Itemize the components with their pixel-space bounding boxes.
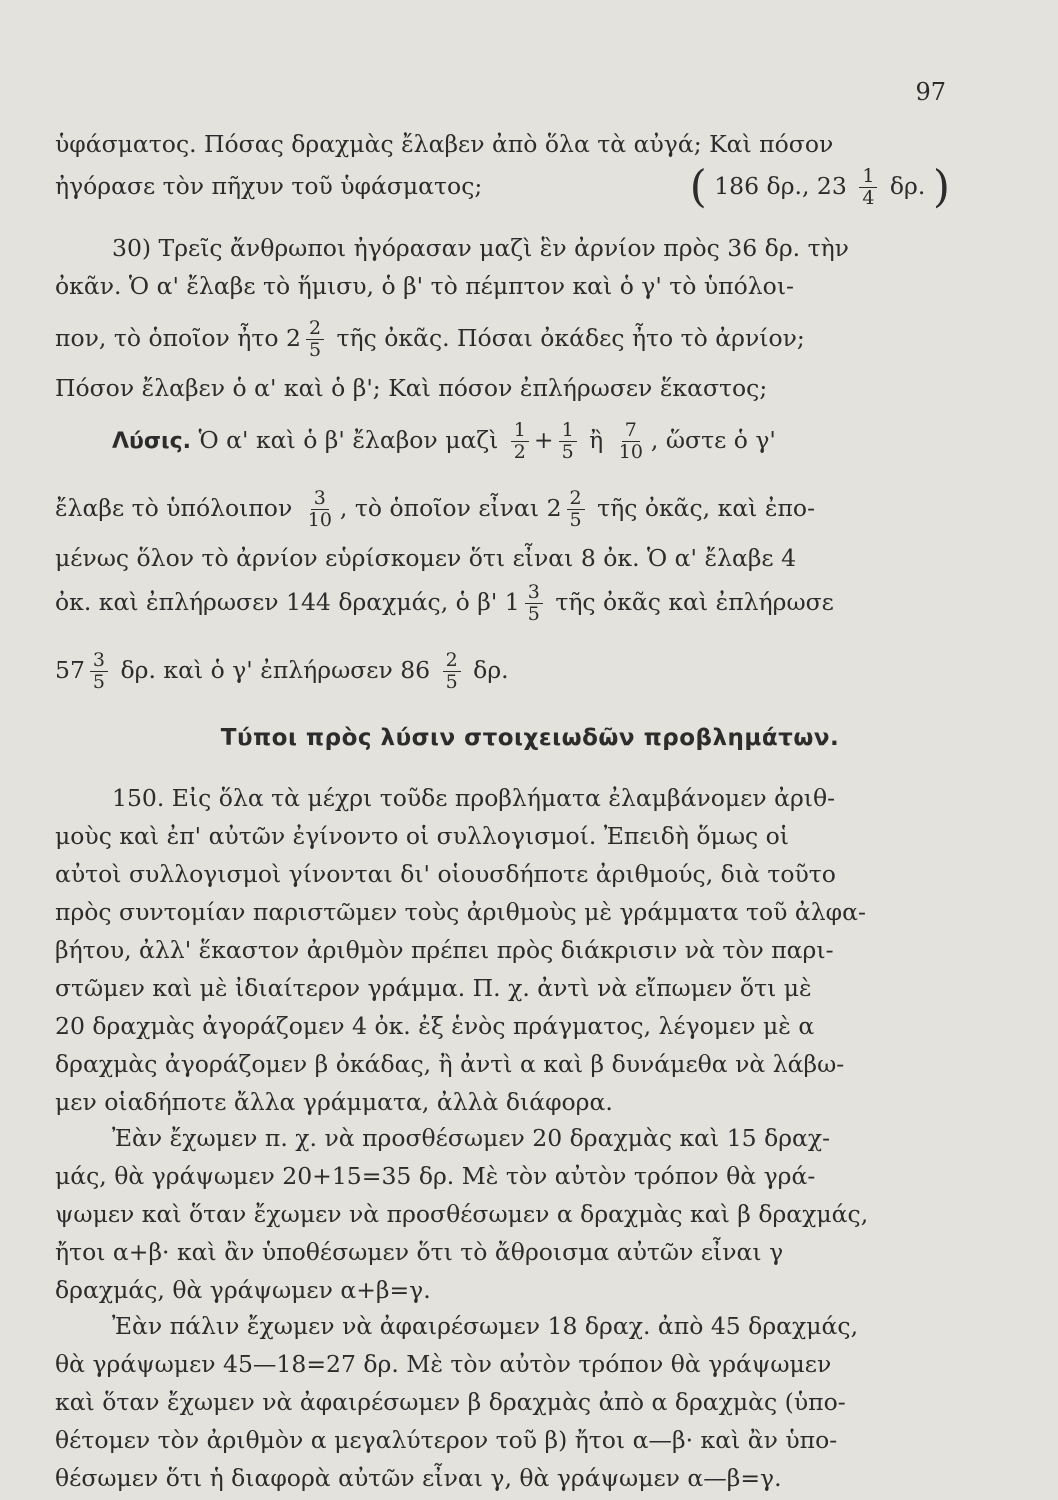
text-line (55, 650, 950, 693)
section-heading: Τύποι πρὸς λύσιν στοιχειωδῶν προβλημάτων. (220, 725, 840, 751)
line-text: Πόσον ἔλαβεν ὁ α' καὶ ὁ β'; Καὶ πόσον ἐπλήρωσεν ἕκαστος; (55, 374, 768, 402)
text-line: καὶ ὅταν ἔχωμεν νὰ ἀφαιρέσωμεν β δραχμὰς ἀπὸ α δραχμὰς (ὑπο- (55, 1388, 846, 1416)
line-text: πον, τὸ ὁποῖον ἦτο 2 (55, 324, 301, 352)
text-line: δραχμὰς ἀγοράζομεν β ὀκάδας, ἢ ἀντὶ α καὶ β δυνάμεθα νὰ λάβω- (55, 1050, 845, 1078)
answer-text: 186 δρ., 23 (714, 172, 847, 200)
text-line: βήτου, ἀλλ' ἕκαστον ἀριθμὸν πρέπει πρὸς διάκρισιν νὰ τὸν παρι- (55, 936, 834, 964)
line-text: τῆς ὀκᾶς. Πόσαι ὀκάδες ἦτο τὸ ἀρνίον; (336, 324, 805, 352)
fraction: $\frac{3}{5}$ (525, 582, 543, 625)
line-text: , τὸ ὁποῖον εἶναι 2 (339, 494, 562, 522)
line-text: Ὁ α' καὶ ὁ β' ἔλαβον μαζὶ (198, 426, 499, 454)
line-text: , ὥστε ὁ γ' (650, 426, 776, 454)
line-text: ὑφάσματος. Πόσας δραχμὰς ἔλαβεν ἀπὸ ὅλα τὰ αὐγά; Καὶ πόσον (55, 130, 834, 158)
text-line (55, 368, 950, 408)
line-text: ὀκᾶν. Ὁ α' ἔλαβε τὸ ἥμισυ, ὁ β' τὸ πέμπτον καὶ ὁ γ' τὸ ὑπόλοι- (55, 272, 794, 300)
answer-unit: δρ. (889, 172, 926, 200)
text-line (55, 488, 950, 531)
fraction: $\frac{1}{4}$ (859, 166, 877, 209)
text-line: δραχμάς, θὰ γράψωμεν α+β=γ. (55, 1276, 431, 1304)
text-line: θέσωμεν ὅτι ἡ διαφορὰ αὐτῶν εἶναι γ, θὰ γράψωμεν α—β=γ. (55, 1464, 782, 1492)
line-text: ἔλαβε τὸ ὑπόλοιπον (55, 494, 293, 522)
text-line (55, 124, 950, 164)
fraction: $\frac{7}{10}$ (618, 419, 643, 463)
text-line: αὐτοὶ συλλογισμοὶ γίνονται δι' οἱουσδήποτε ἀριθμούς, διὰ τοῦτο (55, 860, 836, 888)
text-line: ἤτοι α+β· καὶ ἂν ὑποθέσωμεν ὅτι τὸ ἄθροισμα αὐτῶν εἶναι γ (55, 1238, 784, 1266)
line-text: ὀκ. καὶ ἐπλήρωσεν 144 δραχμάς, ὁ β' 1 (55, 588, 520, 616)
text-line: μάς, θὰ γράψωμεν 20+15=35 δρ. Μὲ τὸν αὐτὸν τρόπον θὰ γρά- (55, 1162, 816, 1190)
line-text: 30) Τρεῖς ἄνθρωποι ἠγόρασαν μαζὶ ἓν ἀρνίον πρὸς 36 δρ. τὴν (112, 234, 849, 262)
line-text: μένως ὅλον τὸ ἀρνίον εὑρίσκομεν ὅτι εἶναι 8 ὀκ. Ὁ α' ἔλαβε 4 (55, 544, 797, 572)
page-number: 97 (915, 78, 946, 106)
fraction: $\frac{2}{5}$ (443, 650, 461, 693)
fraction: $\frac{3}{5}$ (90, 650, 108, 693)
text-line (112, 228, 950, 268)
fraction: $\frac{1}{5}$ (559, 420, 577, 463)
text-line (55, 538, 950, 578)
text-line: μοὺς καὶ ἐπ' αὐτῶν ἐγίνοντο οἱ συλλογισμοί. Ἐπειδὴ ὅμως οἱ (55, 822, 789, 850)
fraction: $\frac{1}{2}$ (511, 420, 529, 463)
text-line (55, 318, 950, 361)
line-text: τῆς ὀκᾶς, καὶ ἐπο- (597, 494, 816, 522)
text-line: στῶμεν καὶ μὲ ἰδιαίτερον γράμμα. Π. χ. ἀντὶ νὰ εἴπωμεν ὅτι μὲ (55, 974, 812, 1002)
line-text: δρ. καὶ ὁ γ' ἐπλήρωσεν 86 (120, 656, 431, 684)
text-line: Ἐὰν πάλιν ἔχωμεν νὰ ἀφαιρέσωμεν 18 δραχ. ἀπὸ 45 δραχμάς, (112, 1312, 859, 1340)
fraction: $\frac{2}{5}$ (306, 318, 324, 361)
line-text: δρ. (473, 656, 509, 684)
text-line: 20 δραχμὰς ἀγοράζομεν 4 ὀκ. ἐξ ἑνὸς πράγματος, λέγομεν μὲ α (55, 1012, 815, 1040)
text-line (55, 266, 950, 306)
text-line: Ἐὰν ἔχωμεν π. χ. νὰ προσθέσωμεν 20 δραχμὰς καὶ 15 δραχ- (112, 1124, 831, 1152)
text-line (55, 582, 950, 625)
answer-bracket: ( 186 δρ., 23 $\frac{1}{4}$ δρ. ) (689, 161, 950, 213)
line-text: τῆς ὀκᾶς καὶ ἐπλήρωσε (555, 588, 834, 616)
line-text: 57 (55, 656, 85, 684)
text-line: θὰ γράψωμεν 45—18=27 δρ. Μὲ τὸν αὐτὸν τρόπον θὰ γράψωμεν (55, 1350, 832, 1378)
line-text: ἠγόρασε τὸν πῆχυν τοῦ ὑφάσματος; (55, 172, 483, 200)
text-line: θέτομεν τὸν ἀριθμὸν α μεγαλύτερον τοῦ β) ἤτοι α—β· καὶ ἂν ὑπο- (55, 1426, 838, 1454)
fraction: $\frac{2}{5}$ (567, 488, 585, 531)
fraction: $\frac{3}{10}$ (307, 487, 332, 531)
text-line: μεν οἱαδήποτε ἄλλα γράμματα, ἀλλὰ διάφορα. (55, 1088, 613, 1116)
solution-label: Λύσις. (112, 429, 191, 454)
text-line: Λύσις. Ὁ α' καὶ ὁ β' ἔλαβον μαζὶ $\frac{1}{2}$ + $\frac{1}{5}$ ἢ $\frac{7}{10}$ , ὥστε ὁ γ' (112, 419, 776, 463)
text-line: ψωμεν καὶ ὅταν ἔχωμεν νὰ προσθέσωμεν α δραχμὰς καὶ β δραχμάς, (55, 1200, 869, 1228)
line-text: ἢ (589, 426, 604, 454)
text-line: 150. Εἰς ὅλα τὰ μέχρι τοῦδε προβλήματα ἐλαμβάνομεν ἀριθ- (112, 784, 836, 812)
text-line: πρὸς συντομίαν παριστῶμεν τοὺς ἀριθμοὺς μὲ γράμματα τοῦ ἀλφα- (55, 898, 866, 926)
text-line (55, 161, 950, 213)
